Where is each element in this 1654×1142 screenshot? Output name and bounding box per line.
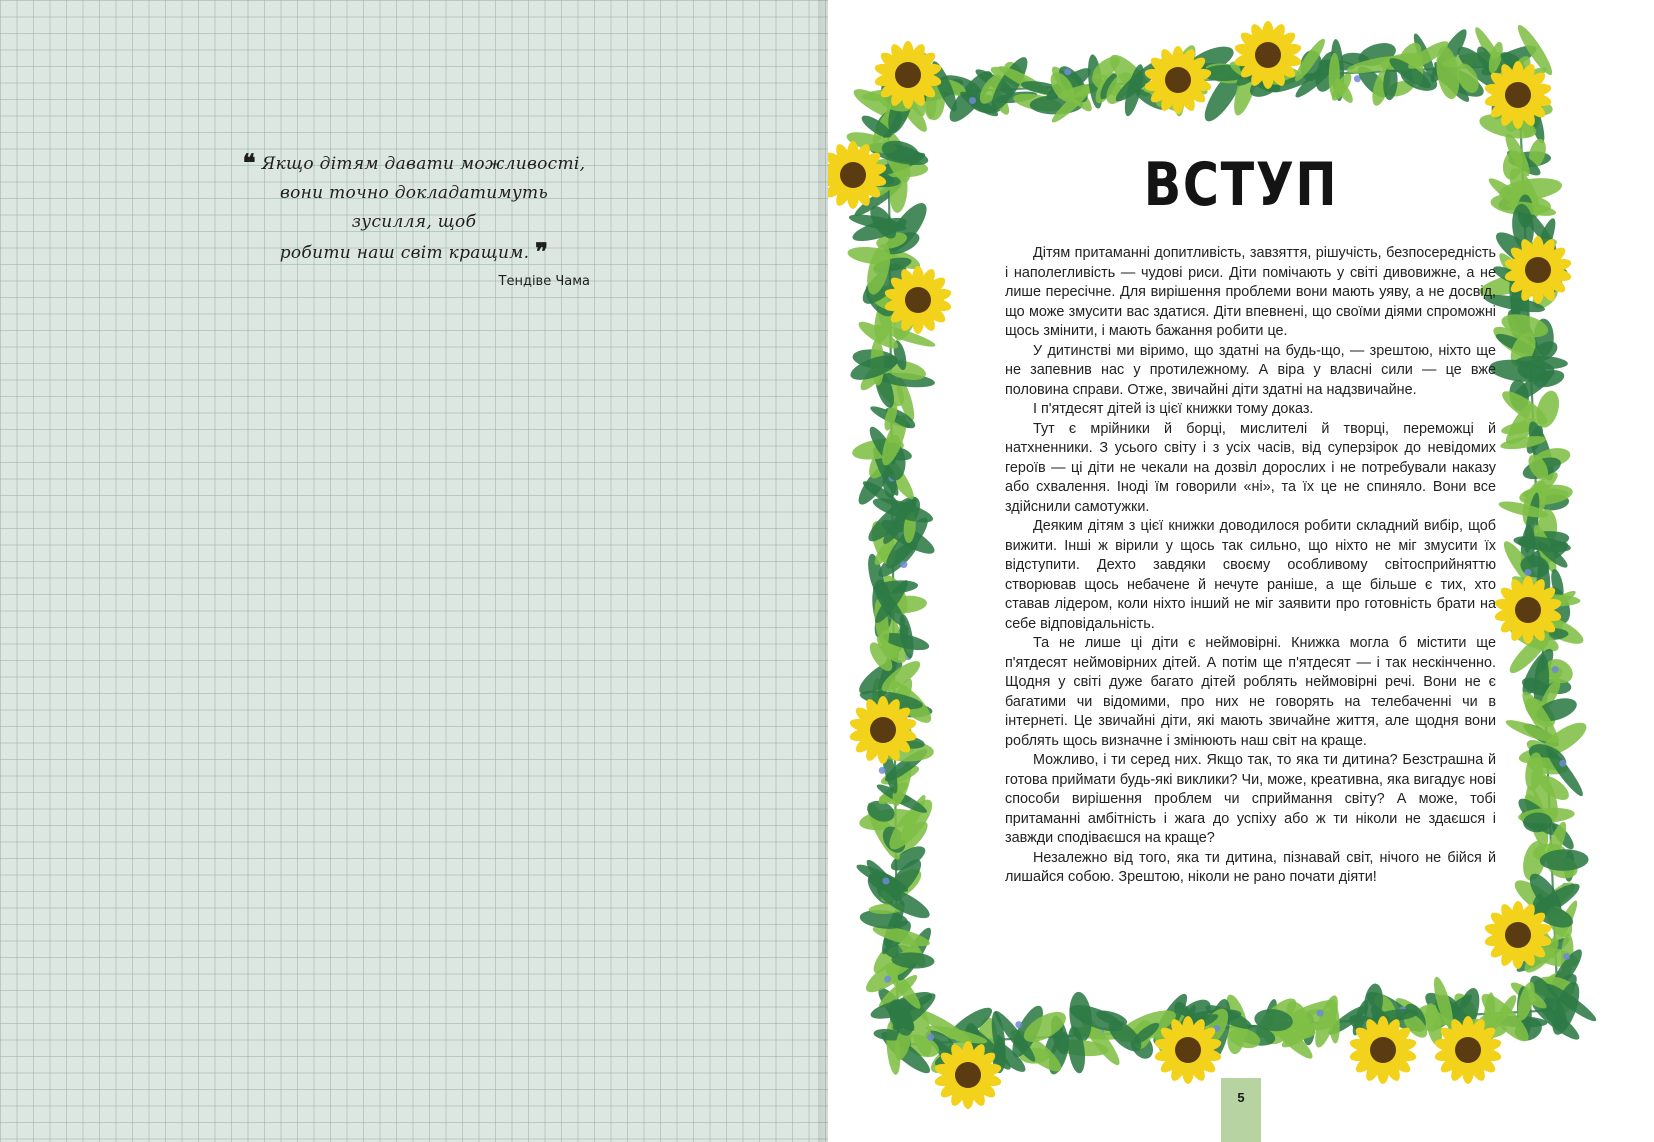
quote-line-3: робити наш світ кращим.: [279, 243, 530, 263]
paragraph-1: Дітям притаманні допитливість, завзяття, рішучість, безпосередність і наполегливість — чудові риси. Діти помічають у світі дивовижне, а не лише пересічне. Для вирішення проблеми вони мають уяву, а не досвід, що може змусити вас здатися. Діти впевнені, що своїми діями спроможні щось змінити, і мають бажання робити це.: [1005, 245, 1496, 339]
quote-line-2: вони точно докладатимуть зусилля, щоб: [279, 183, 549, 232]
sunflower-center: [1370, 1037, 1396, 1063]
page-number: 5: [1237, 1090, 1245, 1105]
epigraph-quote: [238, 148, 590, 289]
blue-berry: [879, 767, 886, 774]
paragraph-7: Можливо, і ти серед них. Якщо так, то яка ти дитина? Безстрашна й готова приймати будь-які виклики? Чи, може, креативна, яка вигадує нові способи вирішення проблем чи сприймання світу? А може, тобі притаманні амбітність і жага до успіху або ж ти ніколи не здаєшся і завжди сподіваєшся на краще?: [1005, 752, 1496, 846]
close-quote-mark: ❞: [535, 237, 549, 266]
blue-berry: [1317, 1010, 1324, 1017]
sunflower-center: [1255, 42, 1281, 68]
sunflower-center: [955, 1062, 981, 1088]
blue-berry: [1015, 1021, 1022, 1028]
paragraph-2: У дитинстві ми віримо, що здатні на будь-що, — зрештою, ніхто ще не запевнив нас у протилежному. А віра у власні сили — це вже половина справи. Отже, звичайні діти здатні на надзвичайне.: [1005, 342, 1496, 398]
paragraph-4: Тут є мрійники й борці, мислителі й творці, переможці й натхненники. З усього світу і з усіх часів, від суперзірок до невідомих героїв — ці діти не чекали на дозвіл дорослих і не потребували наказу або схвалення. Іноді їм говорили «ні», та їх це не спиняло. Вони все здійснили самотужки.: [1005, 420, 1496, 515]
sunflower-center: [1525, 257, 1551, 283]
blue-berry: [900, 561, 907, 568]
paragraph-8: Незалежно від того, яка ти дитина, пізнавай світ, нічого не бійся й лишайся собою. Зрештою, ніколи не рано почати діяти!: [1005, 849, 1496, 885]
blue-berry: [1064, 68, 1071, 75]
sunflower-center: [1505, 922, 1531, 948]
sunflower-center: [1175, 1037, 1201, 1063]
sunflower-center: [840, 162, 866, 188]
sunflower-center: [1165, 67, 1191, 93]
right-page: [828, 0, 1654, 1142]
blue-berry: [1559, 760, 1566, 767]
blue-berry: [1525, 569, 1532, 576]
blue-berry: [882, 878, 889, 885]
sunflower-center: [1505, 82, 1531, 108]
quote-author: Тендіве Чама: [498, 274, 590, 289]
sunflower-center: [1455, 1037, 1481, 1063]
open-quote-mark: ❝: [242, 148, 256, 177]
sunflower-center: [895, 62, 921, 88]
page-number-tab: [1221, 1078, 1261, 1142]
sunflower-center: [870, 717, 896, 743]
blue-berry: [927, 1034, 934, 1041]
paragraph-6: Та не лише ці діти є неймовірні. Книжка могла б містити ще п'ятдесят неймовірних дітей. А потім ще п'ятдесят — і так нескінченно. Щодня у світі дуже багато дітей роблять неймовірні речі. Вони не є багатими чи відомими, про них не говорять на телебаченні чи в інтернеті. Це звичайні діти, які мають звичайне життя, але щодня вони роблять щось визначне і змінюють наш світ на краще.: [1005, 635, 1496, 749]
quote-text: [238, 148, 590, 268]
paragraph-3: І п'ятдесят дітей із цієї книжки тому доказ.: [1033, 401, 1314, 417]
intro-body-text: [1005, 244, 1496, 888]
sunflower-center: [905, 287, 931, 313]
sunflower-center: [1515, 597, 1541, 623]
blue-berry: [969, 97, 976, 104]
quote-line-1: Якщо дітям давати можливості,: [261, 154, 586, 174]
blue-berry: [1563, 953, 1570, 960]
blue-berry: [1552, 666, 1559, 673]
paragraph-5: Деяким дітям з цієї книжки доводилося робити складний вибір, щоб вижити. Інші ж вірили у щось так сильно, що ніхто не міг змусити їх відступити. Дехто завдяки своєму особливому світосприйняттю створював щось небачене й нечуте раніше, а ще більше є тих, хто ставав лідером, коли ніхто інший не міг заявити про готовність брати на себе відповідальність.: [1005, 518, 1496, 632]
page-title: ВСТУП: [1143, 150, 1339, 220]
blue-berry: [884, 976, 891, 983]
